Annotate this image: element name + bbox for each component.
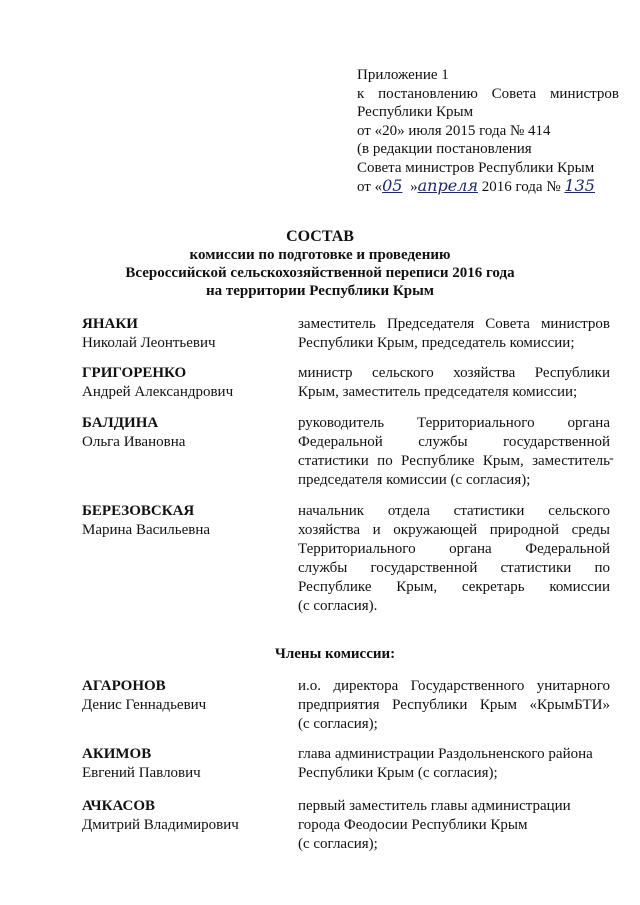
role-line: (с согласия); (298, 836, 378, 852)
annex-line-5: (в редакции постановления (357, 141, 532, 157)
person-role (298, 797, 610, 854)
role-line: и.о. директора Государственного унитарного (298, 678, 610, 694)
doc-subtitle-3: на территории Республики Крым (205, 283, 435, 299)
person-name (82, 797, 282, 835)
person-given-name: Евгений Павлович (82, 765, 201, 781)
handwritten-month: апреля (417, 176, 478, 195)
person-role (298, 745, 610, 783)
person-surname: ГРИГОРЕНКО (82, 365, 187, 381)
role-line: города Феодосии Республики Крым (298, 817, 528, 833)
role-line: Федеральной службы государственной (298, 434, 610, 450)
annex-line-2: к постановлению Совета министров (357, 85, 619, 102)
role-line: руководитель Территориального органа (298, 415, 610, 431)
annex-header (357, 66, 619, 197)
handwritten-number: 135 (564, 176, 595, 195)
person-surname: ЯНАКИ (82, 316, 138, 332)
doc-title: СОСТАВ (286, 228, 354, 245)
person-given-name: Андрей Александрович (82, 384, 234, 400)
annex-line-7 (357, 177, 619, 197)
person-role (298, 364, 610, 402)
role-line: Республики Крым, председатель комиссии; (298, 335, 575, 351)
person-surname: БЕРЕЗОВСКАЯ (82, 503, 195, 519)
role-line: заместитель Председателя Совета министров (298, 316, 610, 332)
role-line: Крым, заместитель председателя комиссии; (298, 384, 578, 400)
role-line: Республики Крым (с согласия); (298, 765, 498, 781)
person-given-name: Марина Васильевна (82, 522, 211, 538)
annex-line-6: Совета министров Республики Крым (357, 159, 595, 176)
role-line: (с согласия). (298, 598, 378, 614)
person-surname: АГАРОНОВ (82, 678, 166, 694)
role-line: министр сельского хозяйства Республики (298, 365, 610, 381)
person-given-name: Дмитрий Владимирович (82, 817, 239, 833)
person-name (82, 745, 282, 783)
doc-subtitle-1: комиссии по подготовке и проведению (189, 247, 451, 263)
person-name (82, 502, 282, 540)
person-name (82, 364, 282, 402)
annex-line-4: от «20» июля 2015 года № 414 (357, 122, 551, 139)
person-role (298, 315, 610, 353)
person-role (298, 502, 610, 616)
annex-date-prefix: от « (357, 179, 383, 195)
annex-line-1: Приложение 1 (357, 67, 449, 83)
handwritten-day: 05 (382, 176, 403, 195)
person-surname: АЧКАСОВ (82, 798, 156, 814)
annex-date-suffix: 2016 года № (481, 179, 561, 195)
margin-mark: - (609, 451, 614, 466)
members-section-title: Члены комиссии: (274, 646, 396, 662)
annex-line-3: Республики Крым (357, 104, 474, 120)
role-line: (с согласия); (298, 716, 378, 732)
role-line: службы государственной статистики по (298, 560, 610, 576)
person-given-name: Денис Геннадьевич (82, 697, 207, 713)
role-line: предприятия Республики Крым «КрымБТИ» (298, 697, 610, 713)
role-line: председателя комиссии (с согласия); (298, 472, 531, 488)
person-name (82, 315, 282, 353)
role-line: начальник отдела статистики сельского (298, 503, 610, 519)
person-given-name: Николай Леонтьевич (82, 335, 216, 351)
person-surname: АКИМОВ (82, 746, 152, 762)
person-name (82, 414, 282, 452)
role-line: статистики по Республике Крым, заместитель (298, 453, 610, 469)
role-line: Республике Крым, секретарь комиссии (298, 579, 610, 595)
role-line: первый заместитель главы администрации (298, 798, 571, 814)
role-line: хозяйства и окружающей природной среды (298, 522, 610, 538)
role-line: глава администрации Раздольненского района (298, 746, 593, 762)
person-name (82, 677, 282, 715)
role-line: Территориального органа Федеральной (298, 541, 610, 557)
person-surname: БАЛДИНА (82, 415, 159, 431)
person-role (298, 677, 610, 734)
person-given-name: Ольга Ивановна (82, 434, 186, 450)
doc-subtitle-2: Всероссийской сельскохозяйственной переписи 2016 года (125, 265, 515, 281)
annex-date-mid: » (410, 179, 418, 195)
person-role (298, 414, 610, 490)
